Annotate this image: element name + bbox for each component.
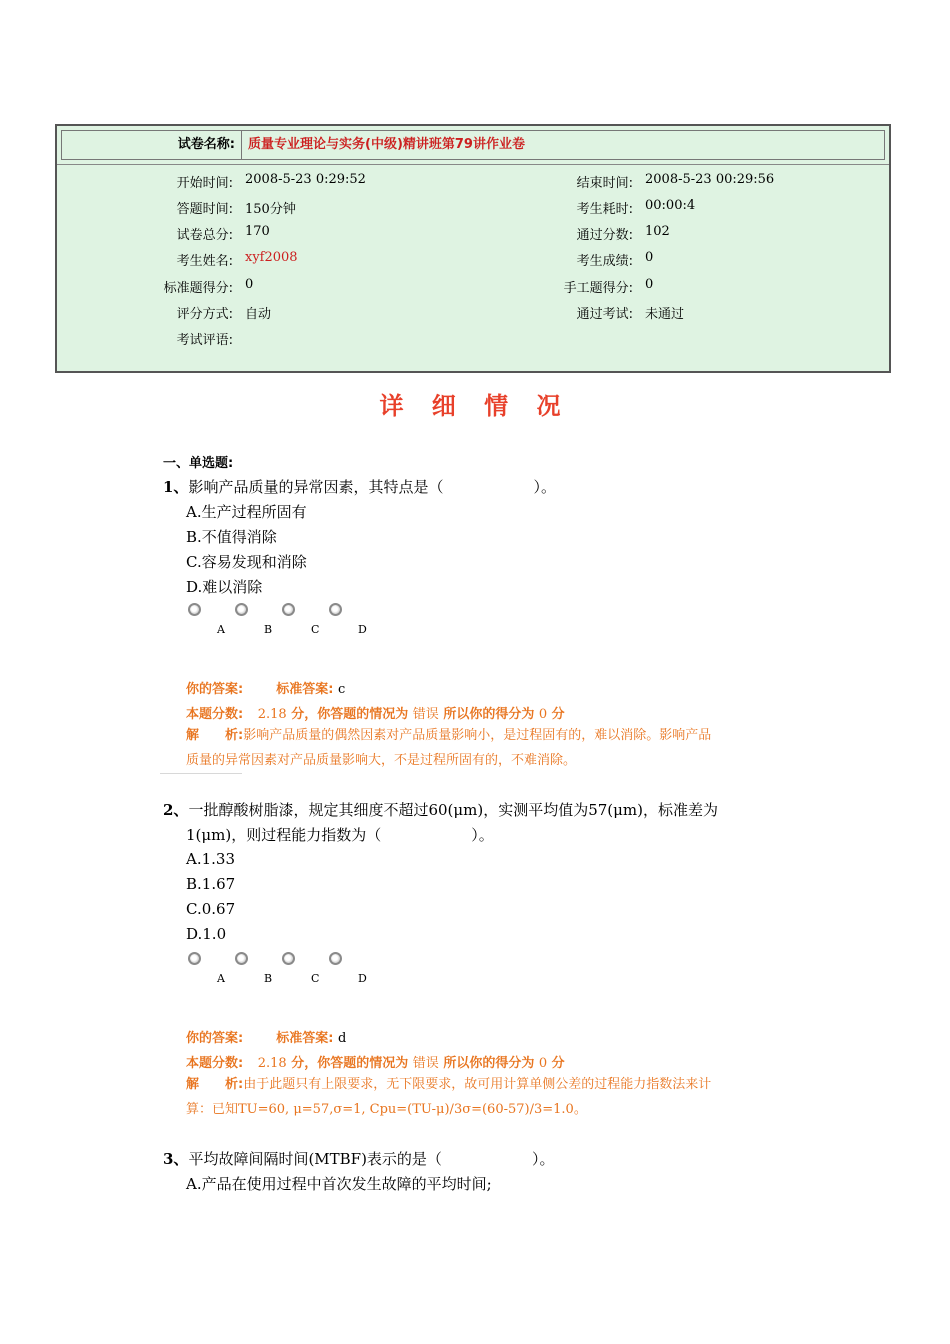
total-score-value: 170 bbox=[245, 224, 270, 239]
answer-status: 错误 bbox=[412, 707, 439, 722]
standard-answer-label: 标准答案: bbox=[276, 682, 334, 697]
radio-label-d: D bbox=[358, 972, 367, 985]
answer-line bbox=[186, 1027, 346, 1046]
score-status-text: 分，你答题的情况为 bbox=[291, 1056, 409, 1071]
option-d: D.1.0 bbox=[186, 925, 227, 943]
grading-method-value: 自动 bbox=[245, 307, 272, 322]
score-unit: 分 bbox=[551, 1056, 565, 1071]
option-b: B.不值得消除 bbox=[186, 528, 277, 546]
passed-exam-value: 未通过 bbox=[645, 307, 685, 322]
radio-label-c: C bbox=[311, 623, 320, 636]
standard-answer-value: d bbox=[338, 1031, 347, 1046]
obtained-score: 0 bbox=[538, 707, 548, 722]
option-a: A.1.33 bbox=[186, 850, 235, 868]
end-time-value: 2008-5-23 00:29:56 bbox=[645, 172, 775, 187]
score-result-text: 所以你的得分为 bbox=[443, 707, 535, 722]
question-3-stem bbox=[163, 1147, 554, 1172]
exam-info-panel bbox=[55, 124, 891, 373]
obtained-score: 0 bbox=[538, 1056, 548, 1071]
radio-a[interactable] bbox=[188, 952, 201, 965]
option-a: A.生产过程所固有 bbox=[186, 503, 307, 521]
answer-line bbox=[186, 678, 345, 697]
pass-score-label: 通过分数: bbox=[576, 228, 633, 243]
question-text-line-2: 1(μm)，则过程能力指数为（ ）。 bbox=[186, 826, 494, 844]
radio-label-a: A bbox=[217, 623, 225, 636]
question-type-heading: 一、单选题: bbox=[163, 456, 234, 471]
radio-label-d: D bbox=[358, 623, 367, 636]
exam-title-row bbox=[61, 130, 885, 160]
radio-d[interactable] bbox=[329, 952, 342, 965]
radio-label-a: A bbox=[217, 972, 225, 985]
start-time-value: 2008-5-23 0:29:52 bbox=[245, 172, 366, 187]
score-line bbox=[186, 1052, 565, 1071]
standard-answer-label: 标准答案: bbox=[276, 1031, 334, 1046]
question-text: 平均故障间隔时间(MTBF)表示的是（ ）。 bbox=[188, 1150, 555, 1168]
score-value: 2.18 bbox=[257, 707, 287, 722]
grading-method-label: 评分方式: bbox=[176, 307, 233, 322]
duration-label: 答题时间: bbox=[176, 202, 233, 217]
score-value: 2.18 bbox=[257, 1056, 287, 1071]
standard-answer-value: c bbox=[338, 682, 346, 697]
question-separator bbox=[160, 773, 242, 774]
analysis-block bbox=[186, 1072, 786, 1122]
analysis-line-1: 由于此题只有上限要求，无下限要求，故可用计算单侧公差的过程能力指数法来计 bbox=[243, 1077, 712, 1092]
score-result-text: 所以你的得分为 bbox=[443, 1056, 535, 1071]
analysis-label: 解 析: bbox=[186, 728, 244, 743]
details-heading: 详 细 情 况 bbox=[379, 392, 571, 420]
option-c: C.容易发现和消除 bbox=[186, 553, 307, 571]
manual-score-value: 0 bbox=[645, 277, 654, 292]
question-2-stem bbox=[163, 798, 718, 848]
analysis-line-2: 质量的异常因素对产品质量影响大，不是过程所固有的，不难消除。 bbox=[186, 753, 577, 768]
radio-c[interactable] bbox=[282, 603, 295, 616]
your-answer-label: 你的答案: bbox=[186, 1031, 244, 1046]
standard-score-label: 标准题得分: bbox=[163, 281, 233, 296]
radio-d[interactable] bbox=[329, 603, 342, 616]
question-number: 3、 bbox=[163, 1150, 189, 1168]
question-number: 2、 bbox=[163, 801, 189, 819]
passed-exam-label: 通过考试: bbox=[576, 307, 633, 322]
question-text: 一批醇酸树脂漆，规定其细度不超过60(μm)，实测平均值为57(μm)，标准差为 bbox=[188, 801, 718, 819]
total-score-label: 试卷总分: bbox=[176, 228, 233, 243]
question-1-stem bbox=[163, 475, 556, 500]
question-text: 影响产品质量的异常因素，其特点是（ ）。 bbox=[188, 478, 556, 496]
option-c: C.0.67 bbox=[186, 900, 236, 918]
exam-comment-label: 考试评语: bbox=[176, 333, 233, 348]
answer-status: 错误 bbox=[412, 1056, 439, 1071]
exam-title-label: 试卷名称: bbox=[62, 131, 242, 159]
score-line bbox=[186, 703, 565, 722]
score-label: 本题分数: bbox=[186, 707, 244, 722]
start-time-label: 开始时间: bbox=[176, 176, 233, 191]
option-d: D.难以消除 bbox=[186, 578, 263, 596]
analysis-label: 解 析: bbox=[186, 1077, 244, 1092]
standard-score-value: 0 bbox=[245, 277, 254, 292]
time-used-value: 00:00:4 bbox=[645, 198, 696, 213]
radio-c[interactable] bbox=[282, 952, 295, 965]
radio-a[interactable] bbox=[188, 603, 201, 616]
candidate-result-value: 0 bbox=[645, 250, 654, 265]
radio-b[interactable] bbox=[235, 952, 248, 965]
duration-value: 150分钟 bbox=[245, 202, 296, 217]
manual-score-label: 手工题得分: bbox=[563, 281, 633, 296]
header-divider bbox=[57, 164, 889, 165]
pass-score-value: 102 bbox=[645, 224, 670, 239]
question-number: 1、 bbox=[163, 478, 189, 496]
analysis-line-2: 算：已知TU=60, μ=57,σ=1, Cpu=(TU-μ)/3σ=(60-57)/3=1.0。 bbox=[186, 1102, 587, 1117]
exam-title-value: 质量专业理论与实务(中级)精讲班第79讲作业卷 bbox=[248, 137, 525, 152]
score-label: 本题分数: bbox=[186, 1056, 244, 1071]
analysis-block bbox=[186, 723, 786, 773]
candidate-result-label: 考生成绩: bbox=[576, 254, 633, 269]
radio-b[interactable] bbox=[235, 603, 248, 616]
end-time-label: 结束时间: bbox=[576, 176, 633, 191]
your-answer-label: 你的答案: bbox=[186, 682, 244, 697]
radio-label-b: B bbox=[264, 623, 273, 636]
score-status-text: 分，你答题的情况为 bbox=[291, 707, 409, 722]
candidate-name-label: 考生姓名: bbox=[176, 254, 233, 269]
score-unit: 分 bbox=[551, 707, 565, 722]
radio-label-b: B bbox=[264, 972, 273, 985]
option-a: A.产品在使用过程中首次发生故障的平均时间; bbox=[186, 1175, 492, 1193]
analysis-line-1: 影响产品质量的偶然因素对产品质量影响小，是过程固有的，难以消除。影响产品 bbox=[243, 728, 712, 743]
radio-label-c: C bbox=[311, 972, 320, 985]
option-b: B.1.67 bbox=[186, 875, 236, 893]
time-used-label: 考生耗时: bbox=[576, 202, 633, 217]
candidate-name-value: xyf2008 bbox=[245, 250, 298, 265]
